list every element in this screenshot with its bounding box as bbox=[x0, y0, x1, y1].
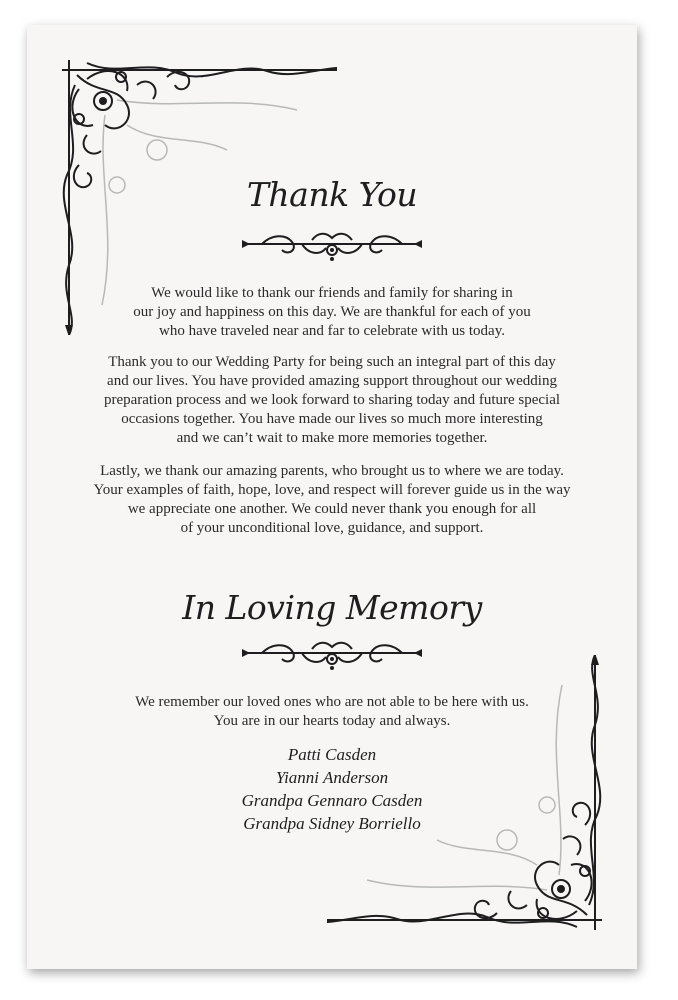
memorial-name: Patti Casden bbox=[287, 745, 377, 764]
memorial-name: Grandpa Sidney Borriello bbox=[243, 814, 421, 833]
memorial-name: Yianni Anderson bbox=[275, 768, 389, 787]
text-line: We would like to thank our friends and family for sharing in bbox=[151, 285, 513, 301]
text-line: Your examples of faith, hope, love, and respect will forever guide us in the way bbox=[93, 482, 571, 498]
text-line: Lastly, we thank our amazing parents, who brought us to where we are today. bbox=[100, 463, 564, 479]
flourish-divider-icon bbox=[242, 230, 422, 262]
text-line: You are in our hearts today and always. bbox=[213, 713, 451, 729]
text-line: We remember our loved ones who are not able to be here with us. bbox=[135, 694, 529, 710]
text-line: who have traveled near and far to celebrate with us today. bbox=[159, 323, 505, 339]
in-loving-memory-heading: In Loving Memory bbox=[182, 588, 482, 627]
text-line: our joy and happiness on this day. We are thankful for each of you bbox=[133, 304, 531, 320]
text-line: and our lives. You have provided amazing support throughout our wedding bbox=[107, 373, 557, 389]
text-line: and we can’t wait to make more memories together. bbox=[176, 430, 488, 446]
text-line: occasions together. You have made our lives so much more interesting bbox=[121, 411, 543, 427]
memorial-name: Grandpa Gennaro Casden bbox=[241, 791, 423, 810]
program-page bbox=[27, 25, 637, 969]
text-line: we appreciate one another. We could never thank you enough for all bbox=[127, 501, 537, 517]
thank-you-heading: Thank You bbox=[246, 175, 418, 214]
thank-you-paragraph-1 bbox=[27, 284, 637, 341]
text-line: Thank you to our Wedding Party for being such an integral part of this day bbox=[108, 354, 556, 370]
text-line: of your unconditional love, guidance, and support. bbox=[180, 520, 484, 536]
memory-names-list bbox=[27, 743, 637, 835]
flourish-divider-icon bbox=[242, 639, 422, 671]
thank-you-paragraph-3 bbox=[27, 462, 637, 538]
thank-you-paragraph-2 bbox=[27, 353, 637, 448]
memory-intro bbox=[27, 693, 637, 731]
text-line: preparation process and we look forward to sharing today and future special bbox=[103, 392, 561, 408]
